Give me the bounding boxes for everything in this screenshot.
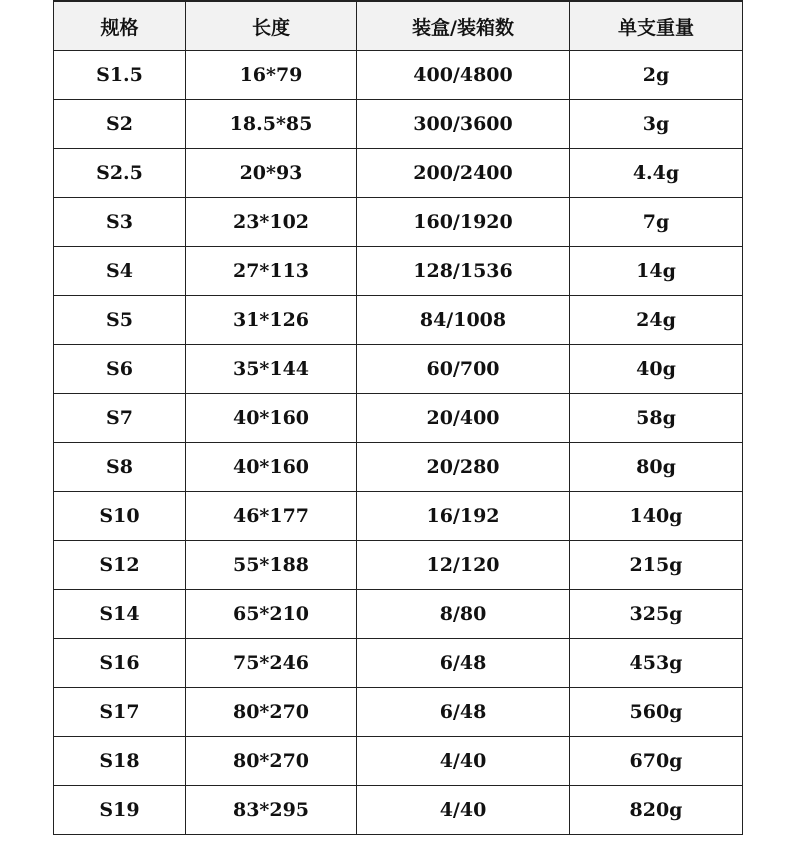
header-spec: 规格 — [54, 1, 186, 51]
cell-pack-count: 8/80 — [357, 590, 570, 639]
table-row — [54, 492, 743, 541]
table-body — [54, 51, 743, 835]
table-row — [54, 247, 743, 296]
cell-length: 20*93 — [186, 149, 357, 198]
cell-unit-weight: 560g — [570, 688, 743, 737]
cell-unit-weight: 3g — [570, 100, 743, 149]
cell-pack-count: 84/1008 — [357, 296, 570, 345]
cell-spec: S6 — [54, 345, 186, 394]
cell-unit-weight: 215g — [570, 541, 743, 590]
table-row — [54, 394, 743, 443]
cell-spec: S18 — [54, 737, 186, 786]
cell-length: 27*113 — [186, 247, 357, 296]
cell-pack-count: 4/40 — [357, 786, 570, 835]
cell-spec: S12 — [54, 541, 186, 590]
cell-length: 75*246 — [186, 639, 357, 688]
cell-spec: S17 — [54, 688, 186, 737]
cell-unit-weight: 80g — [570, 443, 743, 492]
cell-length: 80*270 — [186, 688, 357, 737]
cell-pack-count: 128/1536 — [357, 247, 570, 296]
cell-length: 65*210 — [186, 590, 357, 639]
cell-unit-weight: 24g — [570, 296, 743, 345]
table-row — [54, 639, 743, 688]
cell-unit-weight: 14g — [570, 247, 743, 296]
cell-pack-count: 400/4800 — [357, 51, 570, 100]
table-row — [54, 100, 743, 149]
cell-spec: S19 — [54, 786, 186, 835]
cell-length: 35*144 — [186, 345, 357, 394]
cell-unit-weight: 58g — [570, 394, 743, 443]
table-row — [54, 688, 743, 737]
cell-unit-weight: 325g — [570, 590, 743, 639]
cell-pack-count: 12/120 — [357, 541, 570, 590]
cell-unit-weight: 2g — [570, 51, 743, 100]
cell-unit-weight: 40g — [570, 345, 743, 394]
cell-spec: S14 — [54, 590, 186, 639]
cell-unit-weight: 140g — [570, 492, 743, 541]
spec-table — [53, 0, 743, 835]
cell-pack-count: 4/40 — [357, 737, 570, 786]
table-header — [54, 1, 743, 51]
header-pack-count: 装盒/装箱数 — [357, 1, 570, 51]
cell-pack-count: 160/1920 — [357, 198, 570, 247]
cell-spec: S2.5 — [54, 149, 186, 198]
table-row — [54, 541, 743, 590]
table-row — [54, 590, 743, 639]
cell-length: 23*102 — [186, 198, 357, 247]
cell-spec: S8 — [54, 443, 186, 492]
table-row — [54, 737, 743, 786]
cell-unit-weight: 820g — [570, 786, 743, 835]
cell-pack-count: 200/2400 — [357, 149, 570, 198]
cell-length: 18.5*85 — [186, 100, 357, 149]
table-row — [54, 345, 743, 394]
cell-spec: S7 — [54, 394, 186, 443]
table-row — [54, 198, 743, 247]
cell-length: 40*160 — [186, 443, 357, 492]
cell-unit-weight: 453g — [570, 639, 743, 688]
table-row — [54, 149, 743, 198]
cell-pack-count: 20/400 — [357, 394, 570, 443]
cell-pack-count: 16/192 — [357, 492, 570, 541]
cell-length: 40*160 — [186, 394, 357, 443]
table-row — [54, 51, 743, 100]
cell-unit-weight: 670g — [570, 737, 743, 786]
cell-length: 46*177 — [186, 492, 357, 541]
cell-length: 31*126 — [186, 296, 357, 345]
cell-length: 80*270 — [186, 737, 357, 786]
table-row — [54, 296, 743, 345]
cell-length: 55*188 — [186, 541, 357, 590]
cell-spec: S16 — [54, 639, 186, 688]
cell-spec: S3 — [54, 198, 186, 247]
cell-spec: S10 — [54, 492, 186, 541]
cell-spec: S5 — [54, 296, 186, 345]
cell-pack-count: 6/48 — [357, 688, 570, 737]
cell-unit-weight: 4.4g — [570, 149, 743, 198]
cell-unit-weight: 7g — [570, 198, 743, 247]
cell-pack-count: 300/3600 — [357, 100, 570, 149]
cell-length: 83*295 — [186, 786, 357, 835]
cell-pack-count: 20/280 — [357, 443, 570, 492]
cell-pack-count: 60/700 — [357, 345, 570, 394]
cell-spec: S4 — [54, 247, 186, 296]
header-unit-weight: 单支重量 — [570, 1, 743, 51]
table-row — [54, 443, 743, 492]
table-row — [54, 786, 743, 835]
cell-spec: S2 — [54, 100, 186, 149]
header-row — [54, 1, 743, 51]
cell-length: 16*79 — [186, 51, 357, 100]
header-length: 长度 — [186, 1, 357, 51]
cell-spec: S1.5 — [54, 51, 186, 100]
cell-pack-count: 6/48 — [357, 639, 570, 688]
